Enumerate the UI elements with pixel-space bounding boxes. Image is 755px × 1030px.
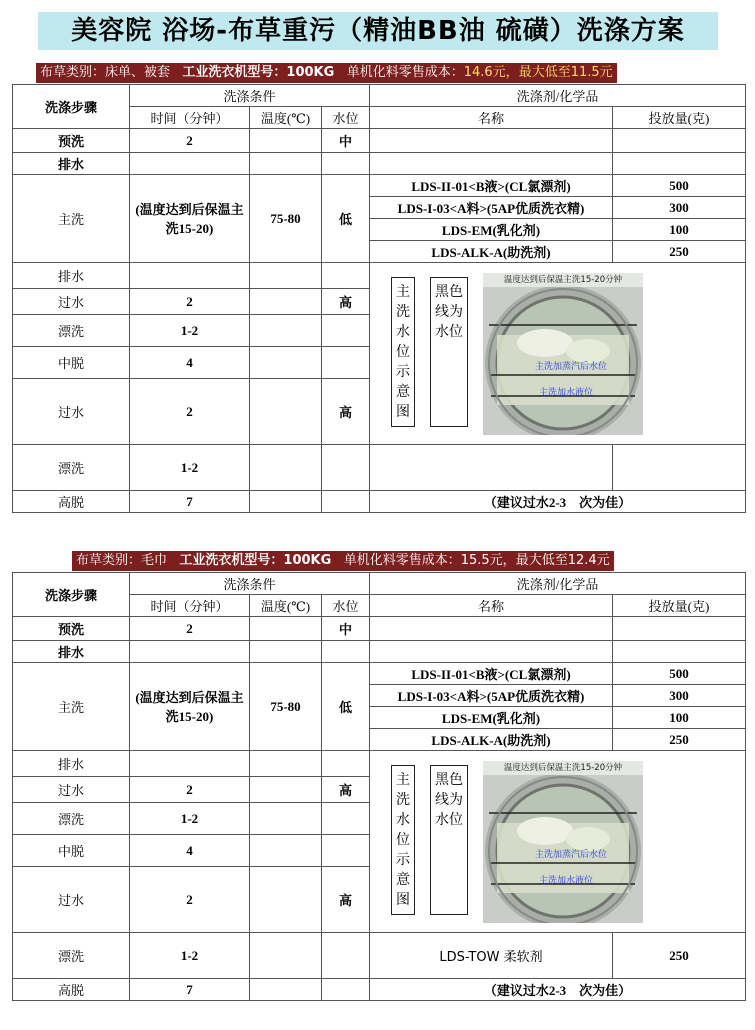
photo-caption: 温度达到后保温主洗15-20分钟 [503,762,623,773]
table-row [13,751,746,777]
table-row [13,153,746,175]
temp-cell [250,445,322,491]
cost-value: 14.6元， [463,65,519,80]
step-cell: 排水 [13,641,130,663]
softener-name-cell [370,445,613,491]
temp-cell [250,617,322,641]
water-cell [322,153,370,175]
table-row [13,663,746,685]
cost-label: 单机化料零售成本： [343,553,461,568]
time-cell: 2 [130,129,250,153]
chem-dose-cell: 500 [613,663,746,685]
machine-model: 工业洗衣机型号：100KG [179,553,332,568]
header-time: 时间（分钟） [130,595,250,617]
photo-label-fill: 主洗加水液位 [539,387,594,398]
header-dose: 投放量(克) [613,595,746,617]
time-cell: 2 [130,617,250,641]
water-level-diagram [370,751,746,933]
temp-cell [250,641,322,663]
time-cell: (温度达到后保温主洗15-20) [130,175,250,263]
section-banner [36,63,617,83]
section-banner [72,551,614,571]
diagram-label-left: 主洗水位示意图 [391,765,415,915]
header-water: 水位 [322,107,370,129]
water-cell: 高 [322,867,370,933]
temp-cell [250,379,322,445]
chem-name-cell: LDS-EM(乳化剂) [370,219,613,241]
water-cell: 低 [322,663,370,751]
water-cell: 高 [322,777,370,803]
chem-dose-cell [613,641,746,663]
softener-name-cell: LDS-TOW 柔软剂 [370,933,613,979]
page-title: 美容院 浴场-布草重污（精油BB油 硫磺）洗涤方案 [38,12,718,50]
water-cell [322,803,370,835]
step-cell: 漂洗 [13,803,130,835]
time-cell: 2 [130,289,250,315]
table-row [13,445,746,491]
time-cell: 4 [130,347,250,379]
step-cell: 主洗 [13,175,130,263]
temp-cell [250,835,322,867]
diagram-label-left: 主洗水位示意图 [391,277,415,427]
diagram-area [370,757,745,927]
header-chemicals: 洗涤剂/化学品 [370,573,746,595]
temp-cell [250,491,322,513]
water-cell: 高 [322,379,370,445]
water-cell [322,347,370,379]
temp-cell [250,347,322,379]
water-cell [322,751,370,777]
step-cell: 漂洗 [13,315,130,347]
table-row [13,617,746,641]
step-cell: 排水 [13,153,130,175]
water-cell: 高 [322,289,370,315]
min-cost: 最大低至12.4元 [515,553,610,568]
time-cell [130,263,250,289]
header-time: 时间（分钟） [130,107,250,129]
step-cell: 中脱 [13,835,130,867]
time-cell: 1-2 [130,933,250,979]
chem-name-cell: LDS-II-01<B液>(CL氯漂剂) [370,175,613,197]
chem-dose-cell: 300 [613,197,746,219]
table-row [13,573,746,595]
table-row [13,129,746,153]
step-cell: 排水 [13,751,130,777]
chem-name-cell [370,129,613,153]
step-cell: 排水 [13,263,130,289]
water-cell: 中 [322,129,370,153]
temp-cell [250,933,322,979]
chem-name-cell [370,641,613,663]
step-cell: 漂洗 [13,445,130,491]
chem-name-cell [370,617,613,641]
time-cell: (温度达到后保温主洗15-20) [130,663,250,751]
temp-cell [250,803,322,835]
water-cell: 中 [322,617,370,641]
softener-dose-cell: 250 [613,933,746,979]
step-cell: 预洗 [13,617,130,641]
chem-dose-cell: 100 [613,219,746,241]
water-cell [322,315,370,347]
header-temp: 温度(℃) [250,595,322,617]
diagram-area [370,269,745,439]
time-cell: 1-2 [130,315,250,347]
time-cell [130,751,250,777]
table-row [13,491,746,513]
water-cell [322,445,370,491]
water-level-diagram [370,263,746,445]
step-cell: 高脱 [13,491,130,513]
table-row [13,85,746,107]
water-cell [322,835,370,867]
step-cell: 高脱 [13,979,130,1001]
diagram-label-right: 黑色线为水位 [430,277,468,427]
min-cost: 最大低至11.5元 [518,65,613,80]
water-cell [322,641,370,663]
temp-cell [250,979,322,1001]
chem-dose-cell [613,153,746,175]
step-cell: 预洗 [13,129,130,153]
header-conditions: 洗涤条件 [130,573,370,595]
water-cell [322,263,370,289]
chem-dose-cell [613,129,746,153]
temp-cell: 75-80 [250,663,322,751]
temp-cell [250,289,322,315]
step-cell: 主洗 [13,663,130,751]
header-step: 洗涤步骤 [13,573,130,617]
chem-dose-cell: 250 [613,241,746,263]
chem-name-cell [370,153,613,175]
cost-value: 15.5元， [460,553,516,568]
step-cell: 中脱 [13,347,130,379]
time-cell: 4 [130,835,250,867]
header-temp: 温度(℃) [250,107,322,129]
wash-plan-table [12,572,746,1001]
temp-cell [250,153,322,175]
washer-drum-photo [483,761,643,923]
table-row [13,933,746,979]
chem-dose-cell: 250 [613,729,746,751]
softener-dose-cell [613,445,746,491]
chem-dose-cell: 100 [613,707,746,729]
header-name: 名称 [370,595,613,617]
chem-name-cell: LDS-I-03<A料>(5AP优质洗衣精) [370,685,613,707]
time-cell: 2 [130,777,250,803]
temp-cell [250,129,322,153]
step-cell: 过水 [13,867,130,933]
temp-cell [250,777,322,803]
chem-name-cell: LDS-II-01<B液>(CL氯漂剂) [370,663,613,685]
cost-label: 单机化料零售成本： [346,65,464,80]
header-step: 洗涤步骤 [13,85,130,129]
photo-label-fill: 主洗加水液位 [539,875,594,886]
table-row [13,641,746,663]
header-name: 名称 [370,107,613,129]
table-row [13,175,746,197]
temp-cell [250,867,322,933]
temp-cell: 75-80 [250,175,322,263]
chem-name-cell: LDS-ALK-A(助洗剂) [370,241,613,263]
rinse-note: （建议过水2-3 次为佳） [370,979,746,1001]
time-cell: 1-2 [130,445,250,491]
temp-cell [250,263,322,289]
water-cell: 低 [322,175,370,263]
step-cell: 过水 [13,289,130,315]
time-cell: 2 [130,379,250,445]
temp-cell [250,315,322,347]
table-row [13,979,746,1001]
time-cell: 1-2 [130,803,250,835]
photo-label-steam: 主洗加蒸汽后水位 [535,849,608,860]
time-cell [130,153,250,175]
water-cell [322,979,370,1001]
chem-name-cell: LDS-ALK-A(助洗剂) [370,729,613,751]
washer-drum-photo [483,273,643,435]
diagram-label-right: 黑色线为水位 [430,765,468,915]
fabric-category: 布草类别：床单、被套 [40,65,171,80]
machine-model: 工业洗衣机型号：100KG [182,65,335,80]
time-cell: 7 [130,491,250,513]
header-dose: 投放量(克) [613,107,746,129]
rinse-note: （建议过水2-3 次为佳） [370,491,746,513]
chem-dose-cell: 500 [613,175,746,197]
step-cell: 过水 [13,777,130,803]
step-cell: 漂洗 [13,933,130,979]
photo-caption: 温度达到后保温主洗15-20分钟 [503,274,623,285]
table-row [13,263,746,289]
step-cell: 过水 [13,379,130,445]
chem-name-cell: LDS-I-03<A料>(5AP优质洗衣精) [370,197,613,219]
fabric-category: 布草类别：毛巾 [76,553,168,568]
water-cell [322,933,370,979]
chem-dose-cell [613,617,746,641]
time-cell [130,641,250,663]
photo-label-steam: 主洗加蒸汽后水位 [535,361,608,372]
wash-plan-table [12,84,746,513]
chem-name-cell: LDS-EM(乳化剂) [370,707,613,729]
header-chemicals: 洗涤剂/化学品 [370,85,746,107]
water-cell [322,491,370,513]
header-water: 水位 [322,595,370,617]
time-cell: 7 [130,979,250,1001]
temp-cell [250,751,322,777]
chem-dose-cell: 300 [613,685,746,707]
header-conditions: 洗涤条件 [130,85,370,107]
time-cell: 2 [130,867,250,933]
